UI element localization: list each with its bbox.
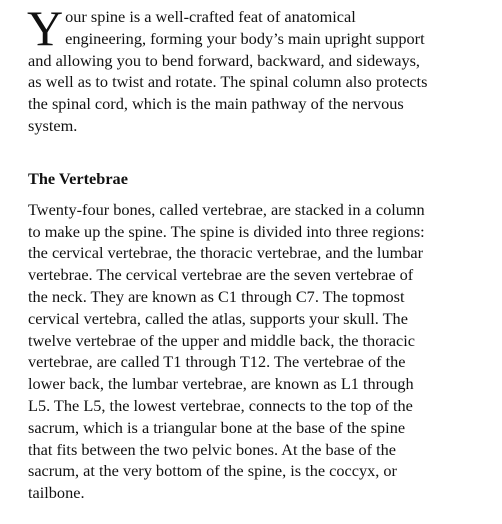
- document-page: [27, 0, 428, 504]
- intro-paragraph: [27, 0, 428, 137]
- section-body: Twenty-four bones, called vertebrae, are stacked in a column to make up the spine. The spine is divided into three regions: the cervical vertebrae, the thoracic vertebrae, and the lumbar vertebrae. The cervical vertebrae are the seven vertebrae of the neck. They are known as C1 through C7. The topmost cervical vertebra, called the atlas, supports your skull. The twelve vertebrae of the upper and middle back, the thoracic vertebrae, are called T1 through T12. The vertebrae of the lower back, the lumbar vertebrae, are known as L1 through L5. The L5, the lowest vertebrae, connects to the top of the sacrum, which is a triangular bone at the base of the spine that fits between the two pelvic bones. At the base of the sacrum, at the very bottom of the spine, is the coccyx, or tailbone.: [28, 199, 425, 503]
- drop-cap: Y: [27, 0, 64, 56]
- section-heading: The Vertebrae: [28, 168, 128, 188]
- intro-text: our spine is a well-crafted feat of anatomical engineering, forming your body’s main upright support and allowing you to bend forward, backward, and sideways, as well as to twist and rotate. The spinal column also protects the spinal cord, which is the main pathway of the nervous system.: [28, 7, 428, 135]
